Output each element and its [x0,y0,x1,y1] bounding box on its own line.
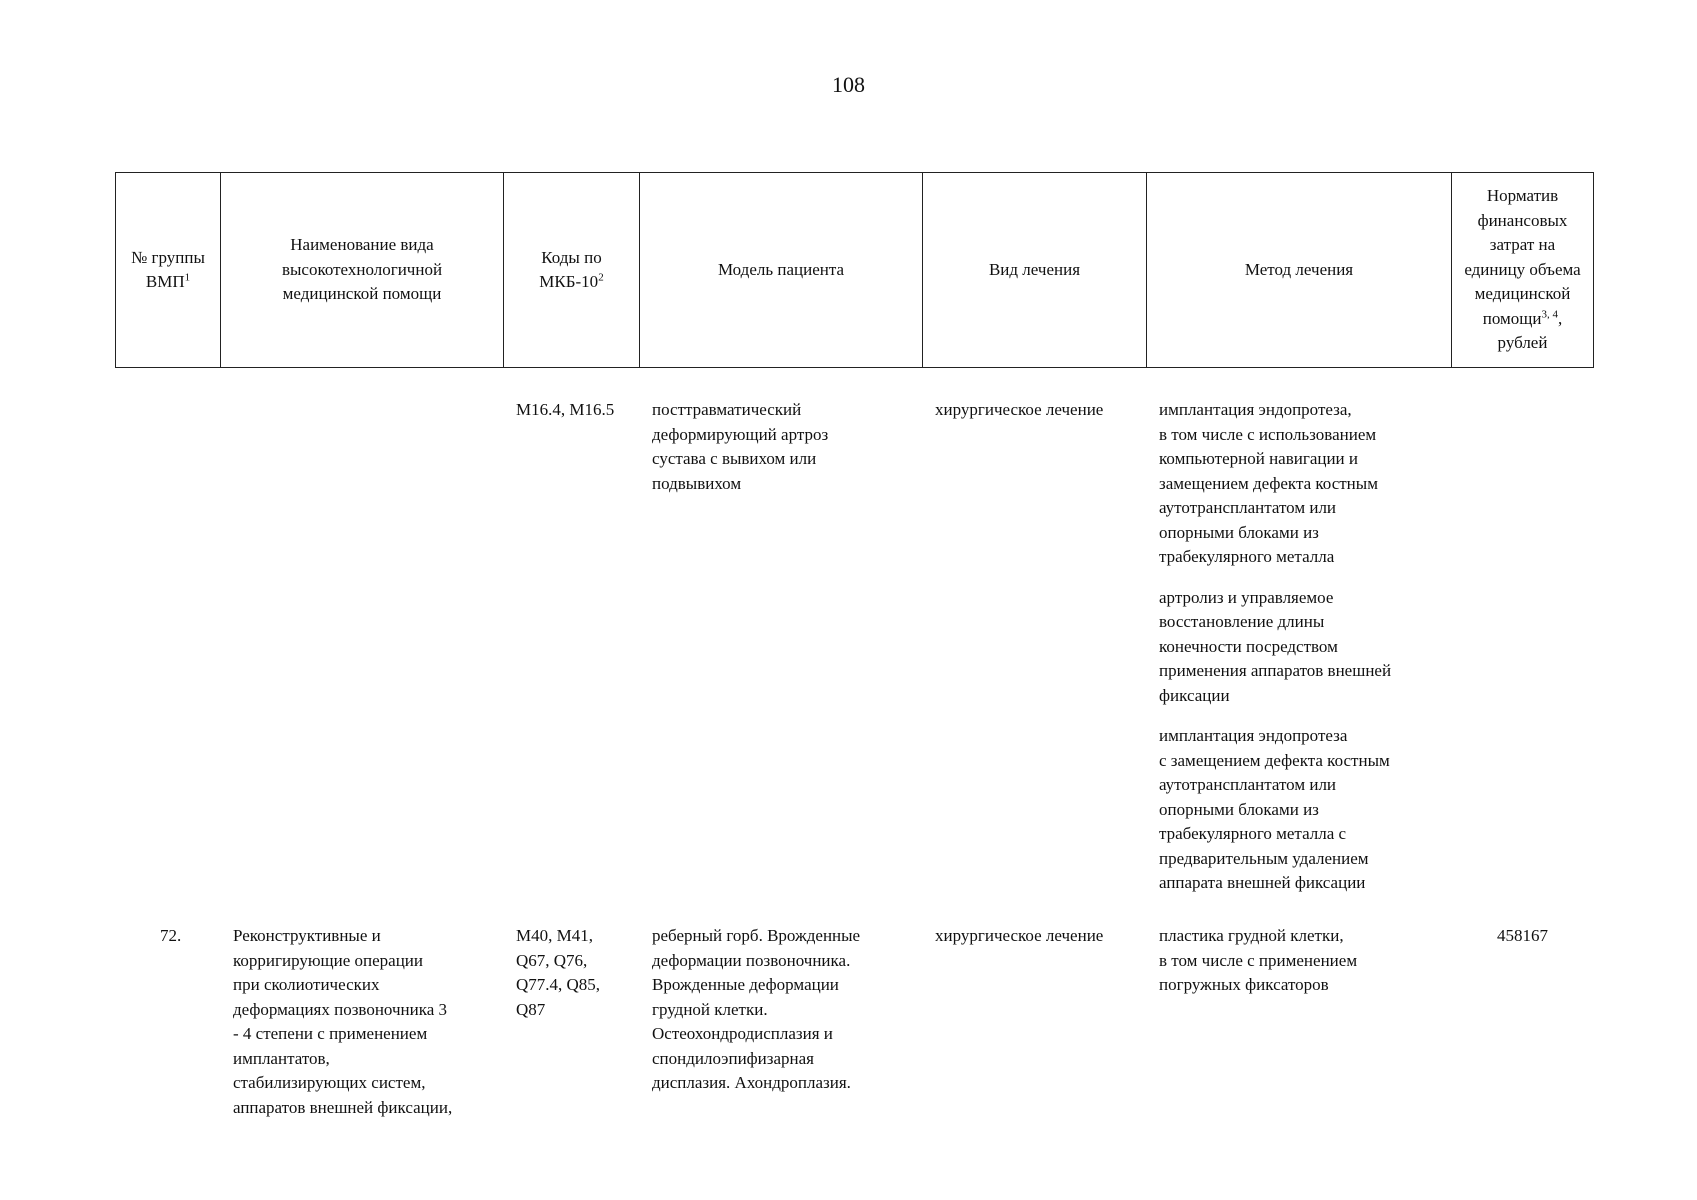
text-line: реберный горб. Врожденные [652,926,861,945]
text-line: Врожденные деформации [652,975,839,994]
text-line: подвывихом [652,473,742,493]
row-2-group-number: 72. [160,926,182,945]
text-line: - 4 степени с применением [233,1024,428,1043]
text-line: замещением дефекта костным [1159,473,1378,493]
text-line: трабекулярного металла [1159,547,1335,566]
table-header [115,172,1594,368]
text-line: трабекулярного металла с [1159,824,1347,843]
text-line: в том числе с применением [1159,950,1358,970]
text-line: аутотрансплантатом или [1159,498,1337,517]
text-line: сустава с вывихом или [652,449,817,468]
row-2-methods [1159,924,1357,998]
method-paragraph [1159,924,1357,998]
text-line: компьютерной навигации и [1159,449,1359,468]
text-line: предварительным удалением [1159,848,1369,868]
row-1-codes [516,398,614,423]
text-line: Q87 [516,999,546,1019]
text-line: аппаратов внешней фиксации, [233,1097,453,1117]
text-line: в том числе с использованием [1159,424,1377,444]
row-2-name [233,924,452,1120]
text-line: посттравматический [652,400,802,419]
text-line: M16.4, M16.5 [516,400,615,419]
row-2-cost: 458167 [1497,926,1548,945]
header-name: Наименование вида высокотехнологичной медицинской помощи [221,173,504,368]
header-codes: Коды по МКБ-$10^2$ [504,173,640,368]
header-patient-model: Модель пациента [640,173,923,368]
method-paragraph [1159,398,1391,570]
row-1-patient-model [652,398,828,496]
text-line: деформации позвоночника. [652,950,851,970]
text-line: опорными блоками из [1159,799,1319,819]
text-line: M40, M41, [516,926,593,945]
text-line: фиксации [1159,685,1230,705]
text-line: при сколиотических [233,975,380,994]
header-group-number: № группы ВМП$^1$ [116,173,221,368]
row-1-treatment-type: хирургическое лечение [935,400,1104,419]
text-line: опорными блоками из [1159,522,1319,542]
text-line: Q67, Q76, [516,950,588,970]
text-line: деформациях позвоночника 3 [233,999,448,1019]
text-line: аутотрансплантатом или [1159,775,1337,794]
header-treatment-type: Вид лечения [923,173,1147,368]
text-line: имплантация эндопротеза, [1159,400,1352,419]
text-line: конечности посредством [1159,636,1338,656]
header-cost: Норматив финансовых затрат на единицу объема медицинской помощи$^{3, 4}$, рублей [1452,173,1594,368]
text-line: пластика грудной клетки, [1159,926,1344,945]
method-paragraph [1159,586,1391,709]
text-line: имплантатов, [233,1048,330,1068]
text-line: погружных фиксаторов [1159,975,1329,994]
row-2-treatment-type: хирургическое лечение [935,926,1104,945]
text-line: Остеохондродисплазия и [652,1024,833,1043]
text-line: Реконструктивные и [233,926,381,945]
text-line: аппарата внешней фиксации [1159,873,1366,892]
text-line: дисплазия. Ахондроплазия. [652,1073,851,1092]
row-2-patient-model [652,924,860,1096]
text-line: деформирующий артроз [652,424,829,444]
text-line: стабилизирующих систем, [233,1073,426,1092]
text-line: имплантация эндопротеза [1159,726,1348,745]
row-2-codes [516,924,600,1022]
page-number: 108 [832,72,865,97]
text-line: применения аппаратов внешней [1159,661,1392,680]
method-paragraph [1159,724,1391,896]
text-line: корригирующие операции [233,950,424,970]
text-line: артролиз и управляемое [1159,587,1334,607]
text-line: Q77.4, Q85, [516,975,601,994]
text-line: с замещением дефекта костным [1159,750,1390,770]
text-line: спондилоэпифизарная [652,1048,815,1068]
header-method: Метод лечения [1147,173,1452,368]
text-line: восстановление длины [1159,612,1325,631]
text-line: грудной клетки. [652,999,768,1019]
row-1-methods [1159,398,1391,896]
